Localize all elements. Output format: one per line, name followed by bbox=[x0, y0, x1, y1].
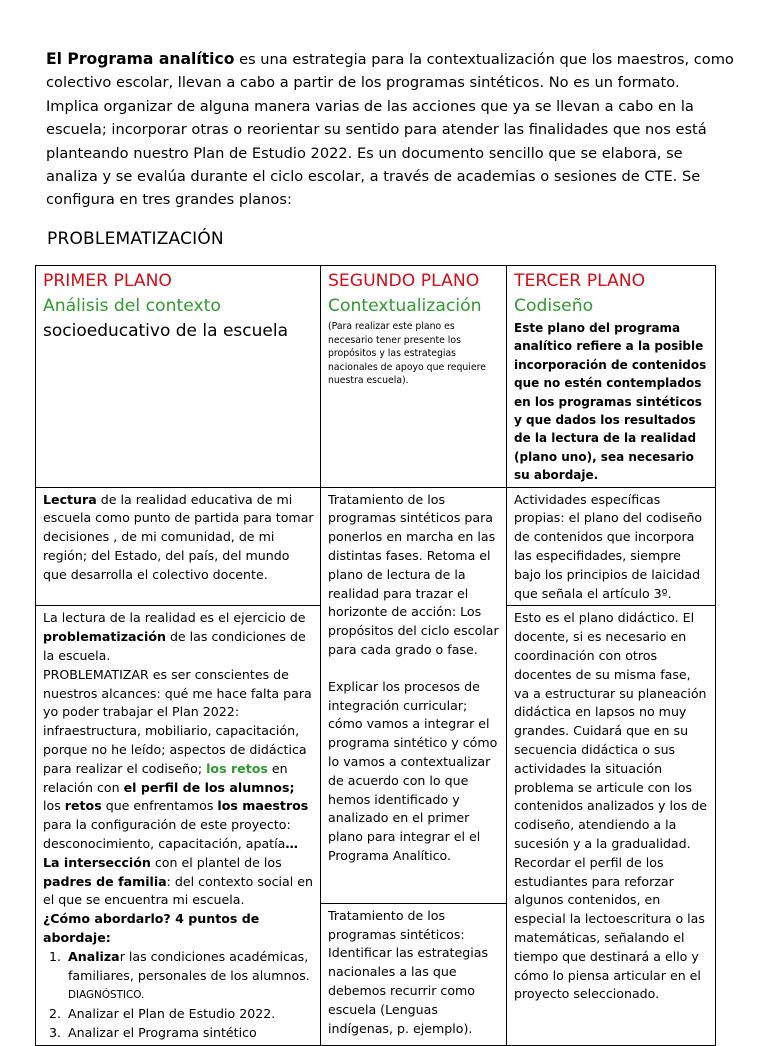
primer-problematizacion-cell bbox=[36, 606, 321, 1045]
intro-paragraph bbox=[46, 48, 736, 212]
plane-label: TERCER PLANO bbox=[514, 271, 646, 291]
primer-lectura-cell bbox=[36, 487, 321, 606]
tercer-text-a: Actividades específicas propias: el plano del codiseño de contenidos que incorpora las especifidades, siempre bajo los principios de laicidad que señala el artículo 3º. bbox=[514, 491, 703, 601]
list-item: 1. Analizar las condiciones académicas, familiares, personales de los alumnos. DIAGNÓSTICO. bbox=[65, 948, 314, 1005]
segundo-plano-header bbox=[321, 266, 507, 488]
primer-plano-header bbox=[36, 266, 321, 488]
lectura-text: Lectura de la realidad educativa de mi escuela como punto de partida para tomar decisiones , de mi comunidad, de mi región; del Estado, del país, del mundo que desarrolla el colectivo docente. bbox=[43, 491, 314, 582]
tercer-didactic-cell bbox=[507, 606, 716, 1045]
header-row bbox=[36, 266, 716, 488]
plane-note: (Para realizar este plano es necesario tener presente los propósitos y las estrategias nacionales de apoyo que requiere nuestra escuela). bbox=[328, 321, 486, 387]
abordaje-question: ¿Cómo abordarlo? 4 puntos de abordaje: bbox=[43, 911, 260, 945]
segundo-text-c: Tratamiento de los programas sintéticos: Identificar las estrategias nacionales a las que debemos recurrir como escuela (Lenguas indígenas, p. ejemplo). bbox=[328, 907, 489, 1036]
list-item: 2. Analizar el Plan de Estudio 2022. bbox=[65, 1005, 314, 1024]
plane-aspect: Análisis del contexto bbox=[43, 296, 221, 316]
section-title: PROBLEMATIZACIÓN bbox=[47, 229, 224, 249]
segundo-text-a: Tratamiento de los programas sintéticos para ponerlos en marcha en las distintas fases. Retoma el plano de lectura de la realidad para trazar el horizonte de acción: Los propósitos del ciclo escolar para cada grado o fase. bbox=[328, 491, 499, 658]
plane-subtitle: socioeducativo de la escuela bbox=[43, 321, 289, 341]
intro-text: es una estrategia para la contextualización que los maestros, como colectivo escolar, llevan a cabo a partir de los programas sintéticos. No es un formato. Implica organizar de alguna manera varias de las acciones que ya se llevan a cabo en la escuela; incorporar otras o reorientar su sentido para atender las finalidades que nos está planteando nuestro Plan de Estudio 2022. Es un documento sencillo que se elabora, se analiza y se evalúa durante el ciclo escolar, a través de academias o sesiones de CTE. Se configura en tres grandes planos: bbox=[46, 51, 734, 209]
abordaje-list bbox=[43, 948, 314, 1043]
plane-aspect: Contextualización bbox=[328, 296, 482, 316]
plane-label: SEGUNDO PLANO bbox=[328, 271, 480, 291]
tercer-text-b: Esto es el plano didáctico. El docente, si es necesario en coordinación con otros docentes de su misma fase, va a estructurar su planeación didáctica en lapsos no muy grandes. Cuidará que en su secuencia didáctica o sus actividades la situación problema se articule con los contenidos analizados y los de codiseño, atendiendo a la sucesión y a la gradualidad. Recordar el perfil de los estudiantes para reforzar algunos contenidos, en especial la lectoescritura o las matemáticas, señalando el tiempo que destinará a ello y cómo lo piensa articular en el proyecto seleccionado. bbox=[514, 610, 708, 1002]
plane-label: PRIMER PLANO bbox=[43, 271, 172, 291]
problematizacion-intro: La lectura de la realidad es el ejercicio de problematización de las condiciones de la escuela. bbox=[43, 610, 306, 664]
tercer-activities-cell bbox=[507, 487, 716, 606]
plane-aspect: Codiseño bbox=[514, 296, 594, 316]
list-item: 3. Analizar el Programa sintético bbox=[65, 1024, 314, 1043]
segundo-text-b: Explicar los procesos de integración curricular; cómo vamos a integrar el programa sintético y cómo lo vamos a contextualizar de acuerdo con lo que hemos identificado y analizado en el primer plano para integrar el el Programa Analítico. bbox=[328, 678, 498, 863]
tercer-plano-header bbox=[507, 266, 716, 488]
segundo-content-cell bbox=[321, 487, 507, 903]
problematizar-text: PROBLEMATIZAR es ser conscientes de nuestros alcances: qué me hace falta para yo poder trabajar el Plan 2022: infraestructura, mobiliario, capacitación, porque no he leído; aspectos de didáctica para realizar el codiseño; los retos en relación con el perfil de los alumnos; los retos que enfrentamos los maestros para la configuración de este proyecto: desconocimiento, capacitación, apatía… La intersección con el plantel de los padres de familia: del contexto social en el que se encuentra mi escuela. bbox=[43, 666, 313, 908]
program-title: El Programa analítico bbox=[46, 50, 235, 68]
plane-note: Este plano del programa analítico refiere a la posible incorporación de contenidos que no estén contemplados en los programas sintéticos y que dados los resultados de la lectura de la realidad (plano uno), sea necesario su abordaje. bbox=[514, 321, 707, 483]
content-row-1 bbox=[36, 487, 716, 606]
planes-table bbox=[35, 265, 716, 1046]
